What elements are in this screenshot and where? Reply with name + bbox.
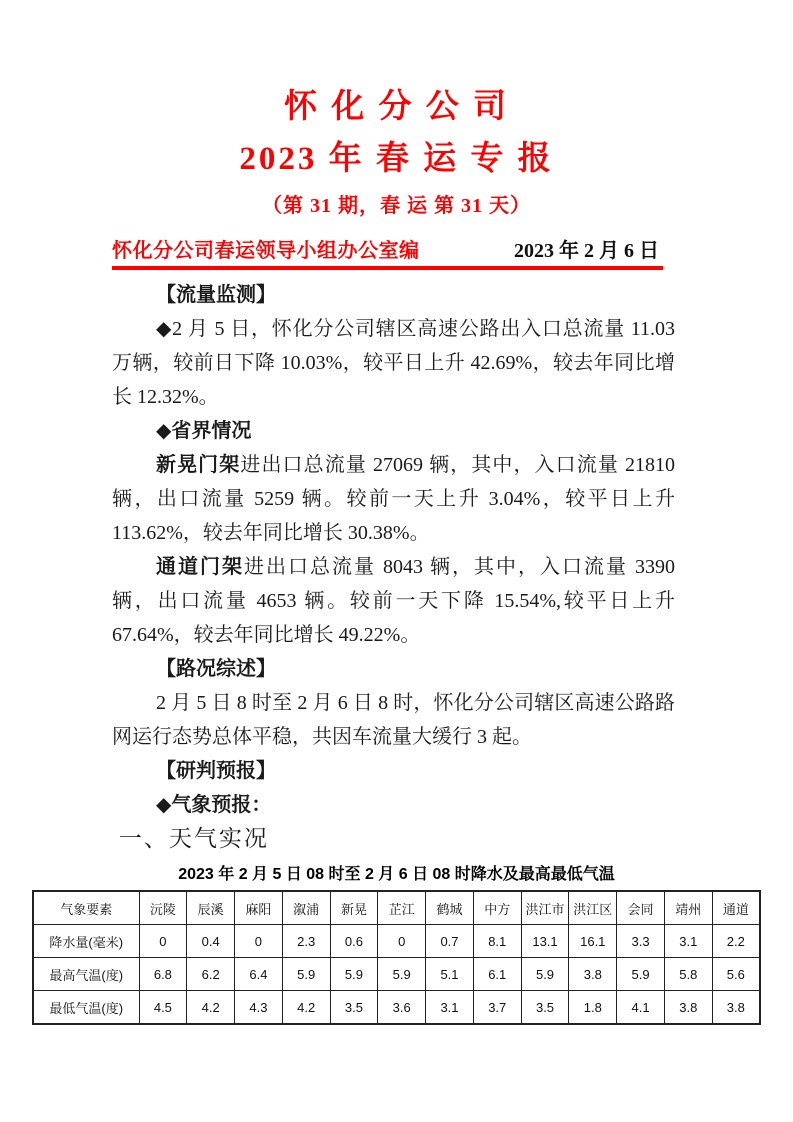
table-cell: 13.1 [521,925,569,958]
table-cell: 5.9 [282,958,330,991]
table-cell: 3.8 [712,991,760,1025]
document-body [112,278,675,856]
row-label: 最低气温(度) [33,991,139,1025]
road-condition-heading: 【路况综述】 [156,658,276,681]
table-cell: 8.1 [473,925,521,958]
table-cell: 4.1 [617,991,665,1025]
table-cell: 3.8 [569,958,617,991]
table-cell: 4.2 [282,991,330,1025]
table-cell: 3.6 [378,991,426,1025]
forecast-heading: 【研判预报】 [156,760,276,783]
weather-forecast-heading: ◆气象预报： [156,794,272,817]
max-temp-row [33,958,760,991]
table-cell: 3.3 [617,925,665,958]
column-header: 洪江区 [569,891,617,925]
issue-date: 2023 年 2 月 6 日 [514,240,659,263]
column-header: 洪江市 [521,891,569,925]
table-cell: 6.8 [139,958,187,991]
weather-actual-heading: 一、天气实况 [118,826,269,852]
weather-table [32,890,761,1025]
column-header: 沅陵 [139,891,187,925]
tongdao-paragraph-text: 进出口总流量 8043 辆，其中，入口流量 3390 辆，出口流量 4653 辆。较前一天下降 15.54%,较平日上升 67.64%，较去年同比增长 49.22%。 [112,556,675,647]
column-header: 通道 [712,891,760,925]
weather-table-title: 2023 年 2 月 5 日 08 时至 2 月 6 日 08 时降水及最高最低气温 [178,866,615,884]
row-label: 降水量(毫米) [33,925,139,958]
weather-table-header-row [33,891,760,925]
table-cell: 4.3 [235,991,283,1025]
company-title: 怀 化 分 公 司 [284,89,509,125]
table-cell: 3.8 [664,991,712,1025]
traffic-monitor-heading: 【流量监测】 [156,284,276,307]
table-cell: 4.2 [187,991,235,1025]
min-temp-row [33,991,760,1025]
table-cell: 0 [139,925,187,958]
column-header: 新晃 [330,891,378,925]
column-header: 中方 [473,891,521,925]
table-cell: 0.6 [330,925,378,958]
table-cell: 3.7 [473,991,521,1025]
column-header: 靖州 [664,891,712,925]
column-header: 会同 [617,891,665,925]
precipitation-row [33,925,760,958]
table-cell: 16.1 [569,925,617,958]
traffic-paragraph: ◆2 月 5 日，怀化分公司辖区高速公路出入口总流量 11.03 万辆，较前日下降 10.03%，较平日上升 42.69%，较去年同比增长 12.32%。 [112,318,675,409]
table-cell: 3.1 [664,925,712,958]
column-header: 辰溪 [187,891,235,925]
tongdao-paragraph [112,550,675,652]
xinhuang-paragraph-text: 进出口总流量 27069 辆，其中，入口流量 21810 辆，出口流量 5259 辆。较前一天上升 3.04%，较平日上升 113.62%，较去年同比增长 30.38%。 [112,454,676,545]
table-cell: 2.3 [282,925,330,958]
table-cell: 1.8 [569,991,617,1025]
table-cell: 0 [378,925,426,958]
column-header: 麻阳 [235,891,283,925]
table-cell: 0.7 [426,925,474,958]
table-cell: 5.1 [426,958,474,991]
table-cell: 5.9 [617,958,665,991]
table-cell: 3.5 [330,991,378,1025]
column-header: 鹤城 [426,891,474,925]
table-cell: 3.1 [426,991,474,1025]
table-cell: 0.4 [187,925,235,958]
table-cell: 6.1 [473,958,521,991]
xinhuang-gantry-label: 新晃门架 [156,454,241,477]
tongdao-gantry-label: 通道门架 [156,556,244,579]
table-cell: 5.6 [712,958,760,991]
road-condition-paragraph: 2 月 5 日 8 时至 2 月 6 日 8 时，怀化分公司辖区高速公路路网运行态势总体平稳，共因车流量大缓行 3 起。 [112,692,675,749]
table-cell: 5.9 [378,958,426,991]
table-cell: 6.4 [235,958,283,991]
provincial-border-heading: ◆省界情况 [156,420,252,443]
table-cell: 6.2 [187,958,235,991]
column-header: 气象要素 [33,891,139,925]
red-rule [112,266,663,270]
table-cell: 4.5 [139,991,187,1025]
column-header: 芷江 [378,891,426,925]
table-cell: 2.2 [712,925,760,958]
table-cell: 5.9 [330,958,378,991]
issue-line: （第 31 期，春 运 第 31 天） [262,195,531,218]
row-label: 最高气温(度) [33,958,139,991]
editor-credit: 怀化分公司春运领导小组办公室编 [112,240,420,263]
editor-line [112,234,663,263]
table-cell: 5.9 [521,958,569,991]
xinhuang-paragraph [112,448,675,550]
table-cell: 5.8 [664,958,712,991]
report-title: 2023 年 春 运 专 报 [239,140,554,177]
table-cell: 0 [235,925,283,958]
table-cell: 3.5 [521,991,569,1025]
column-header: 溆浦 [282,891,330,925]
